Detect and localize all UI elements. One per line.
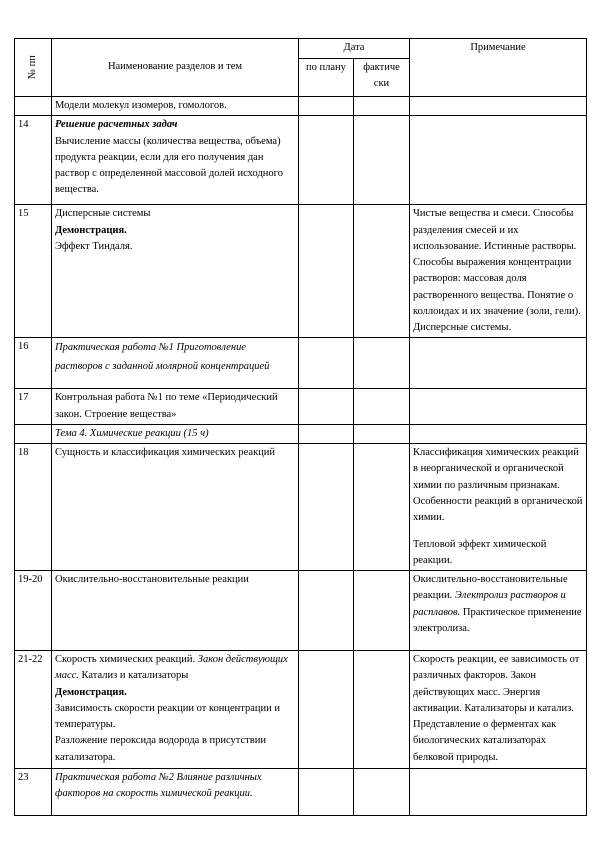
header-date: Дата [299,39,410,59]
row-num: 14 [15,116,52,205]
row-note: Скорость реакции, ее зависимость от различных факторов. Закон действующих масс. Энергия активации. Катализаторы и катализ. Представление о ферментах как биологических катализаторах белковой природы. [410,651,587,769]
header-name: Наименование разделов и тем [52,39,299,97]
table-row [15,444,587,571]
thematic-plan-table [14,38,587,816]
table-row [15,97,587,116]
table-row [15,769,587,816]
row-note: Окислительно-восстановительные реакции. Электролиз растворов и расплавов. Практическое применение электролиза. [410,571,587,651]
table-row [15,389,587,425]
row-text: Практическая работа №1 Приготовление растворов с заданной молярной концентрацией [52,338,299,389]
row-num: 21-22 [15,651,52,769]
row-num: 23 [15,769,52,816]
table-row [15,571,587,651]
table-row [15,116,587,205]
row-text: Решение расчетных задач Вычисление массы (количества вещества, объема) продукта реакции, если для его получения дан раствор с определенной массовой долей исходного вещества. [52,116,299,205]
row-num: 17 [15,389,52,425]
row-text: Практическая работа №2 Влияние различных факторов на скорость химической реакции. [52,769,299,816]
row-note: Чистые вещества и смеси. Способы разделения смесей и их использование. Истинные растворы. Способы выражения концентрации растворов: массовая доля растворенного вещества. Понятие о коллоидах и их значение (золи, гели). Дисперсные системы. [410,205,587,338]
row-note: Классификация химических реакций в неорганической и органической химии по различным признакам. Особенности реакций в органической химии. Тепловой эффект химической реакции. [410,444,587,571]
row-text: Модели молекул изомеров, гомологов. [52,97,299,116]
row-text: Окислительно-восстановительные реакции [52,571,299,651]
row-text: Сущность и классификация химических реакций [52,444,299,571]
topic-heading: Тема 4. Химические реакции (15 ч) [52,424,299,443]
table-row [15,205,587,338]
row-text: Скорость химических реакций. Закон действующих масс. Катализ и катализаторы Демонстрация. Зависимость скорости реакции от концентрации и температуры. Разложение пероксида водорода в присутствии катализатора. [52,651,299,769]
header-plan: по плану [299,59,354,97]
header-note: Примечание [410,39,587,97]
header-fact: фактиче ски [354,59,410,97]
row-text: Дисперсные системы Демонстрация. Эффект Тиндаля. [52,205,299,338]
header-row [15,39,587,59]
row-num: 16 [15,338,52,389]
table-row [15,338,587,389]
row-num: 15 [15,205,52,338]
table-row [15,651,587,769]
header-num: № пп [15,39,52,97]
row-num: 19-20 [15,571,52,651]
table-row [15,424,587,443]
row-text: Контрольная работа №1 по теме «Периодический закон. Строение вещества» [52,389,299,425]
row-num: 18 [15,444,52,571]
